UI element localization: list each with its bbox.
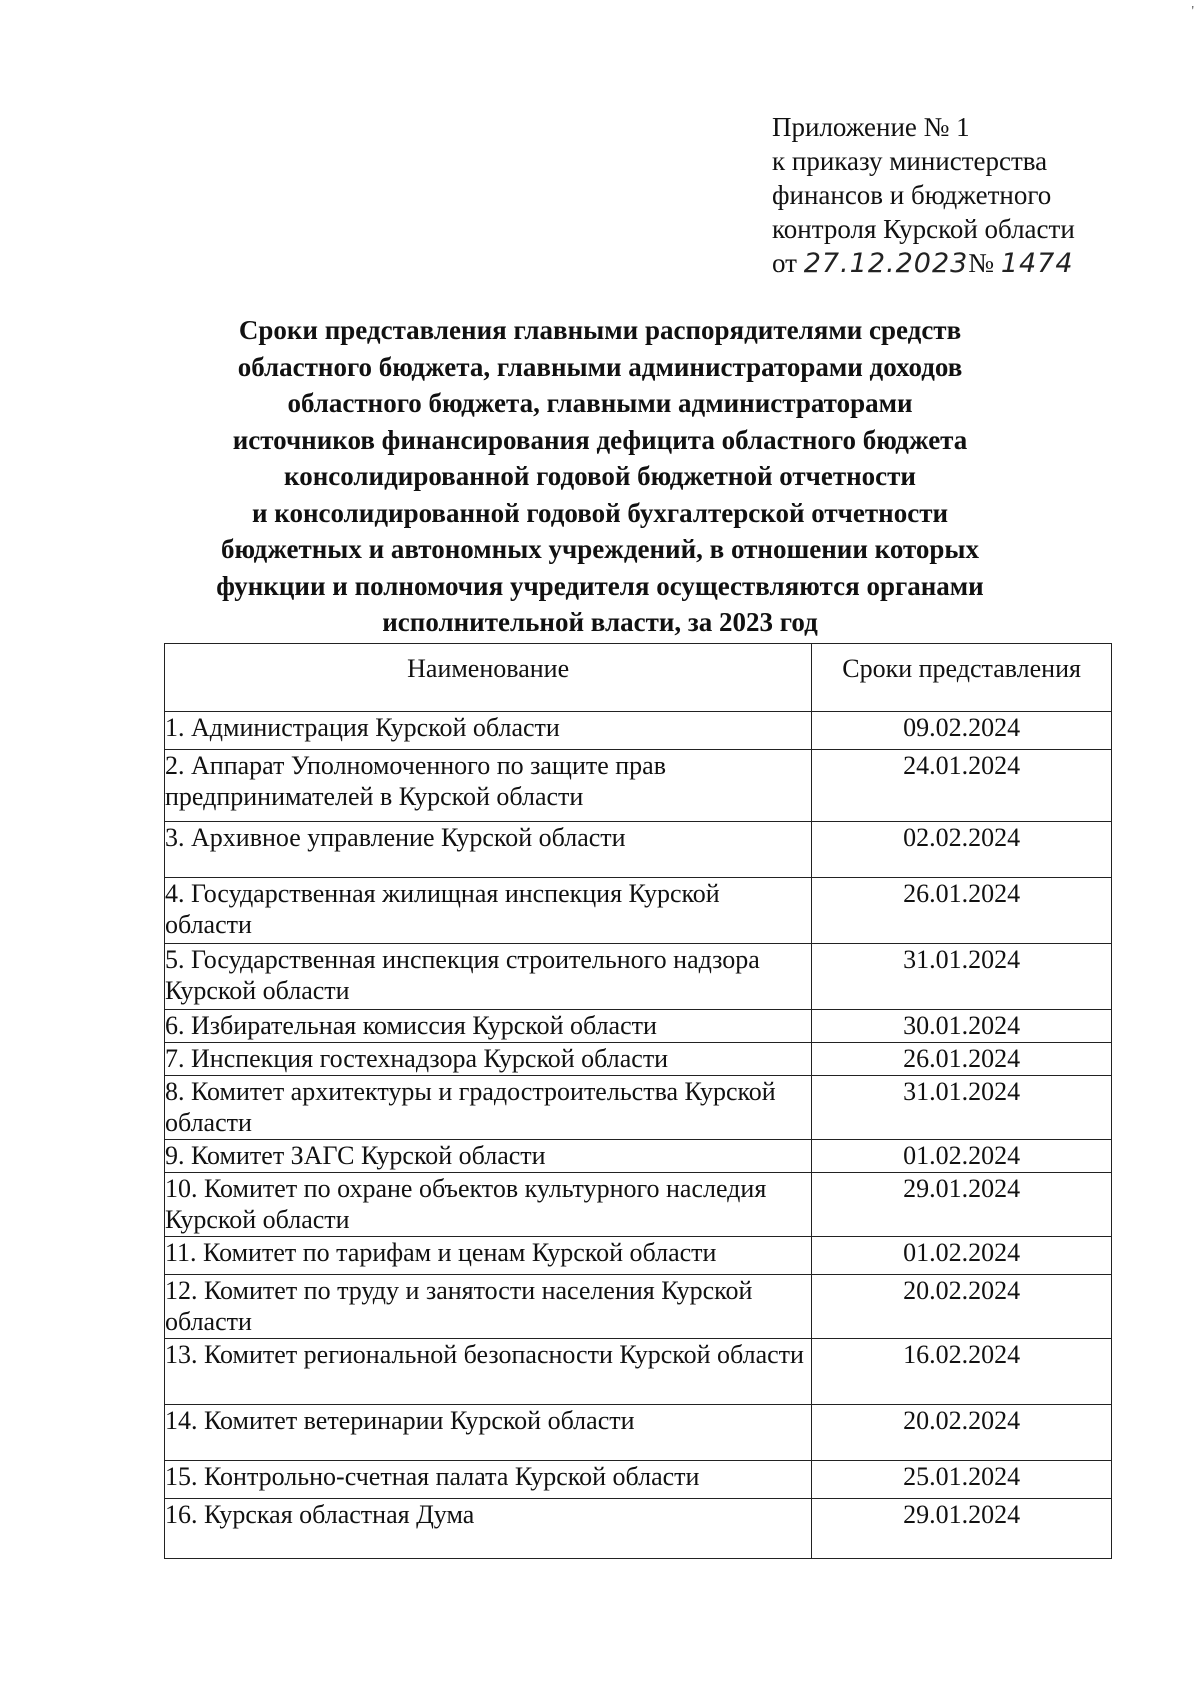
header-deadline: Сроки представления bbox=[812, 644, 1112, 712]
table-row bbox=[165, 1275, 1112, 1339]
row-name: 16. Курская областная Дума bbox=[165, 1499, 812, 1559]
row-date: 01.02.2024 bbox=[812, 1237, 1112, 1275]
number-prefix: № bbox=[968, 248, 995, 278]
row-date: 02.02.2024 bbox=[812, 822, 1112, 878]
title-line: функции и полномочия учредителя осуществляются органами bbox=[216, 570, 984, 601]
row-name: 5. Государственная инспекция строительного надзора Курской области bbox=[165, 944, 812, 1010]
table-row bbox=[165, 1237, 1112, 1275]
table-row bbox=[165, 1140, 1112, 1173]
appendix-line-1: Приложение № 1 bbox=[772, 112, 970, 142]
table-row bbox=[165, 1173, 1112, 1237]
row-name: 3. Архивное управление Курской области bbox=[165, 822, 812, 878]
row-date: 09.02.2024 bbox=[812, 712, 1112, 750]
handwritten-date: 27.12.2023 bbox=[803, 248, 969, 279]
row-date: 01.02.2024 bbox=[812, 1140, 1112, 1173]
appendix-block bbox=[772, 110, 1172, 281]
table-row bbox=[165, 822, 1112, 878]
appendix-line-3: финансов и бюджетного bbox=[772, 180, 1052, 210]
row-date: 16.02.2024 bbox=[812, 1339, 1112, 1405]
table-header-row bbox=[165, 644, 1112, 712]
appendix-date-line bbox=[772, 246, 1172, 281]
row-name: 2. Аппарат Уполномоченного по защите прав предпринимателей в Курской области bbox=[165, 750, 812, 822]
row-date: 31.01.2024 bbox=[812, 1076, 1112, 1140]
table-row bbox=[165, 1461, 1112, 1499]
row-date: 24.01.2024 bbox=[812, 750, 1112, 822]
deadlines-table bbox=[164, 643, 1112, 1559]
table-row bbox=[165, 1043, 1112, 1076]
table-row bbox=[165, 1405, 1112, 1461]
row-name: 11. Комитет по тарифам и ценам Курской области bbox=[165, 1237, 812, 1275]
row-date: 26.01.2024 bbox=[812, 878, 1112, 944]
title-line: бюджетных и автономных учреждений, в отношении которых bbox=[220, 534, 979, 564]
title-line: областного бюджета, главными администраторами доходов bbox=[237, 351, 963, 382]
table-row bbox=[165, 712, 1112, 750]
row-date: 20.02.2024 bbox=[812, 1405, 1112, 1461]
title-line: исполнительной власти, за 2023 год bbox=[382, 607, 818, 637]
table-row bbox=[165, 750, 1112, 822]
row-name: 7. Инспекция гостехнадзора Курской области bbox=[165, 1043, 812, 1076]
title-line: консолидированной годовой бюджетной отчетности bbox=[284, 461, 916, 491]
table-row bbox=[165, 1499, 1112, 1559]
row-name: 14. Комитет ветеринарии Курской области bbox=[165, 1405, 812, 1461]
header-name: Наименование bbox=[165, 644, 812, 712]
row-date: 29.01.2024 bbox=[812, 1173, 1112, 1237]
row-name: 9. Комитет ЗАГС Курской области bbox=[165, 1140, 812, 1173]
table-row bbox=[165, 944, 1112, 1010]
title-line: и консолидированной годовой бухгалтерской отчетности bbox=[251, 497, 949, 528]
row-name: 8. Комитет архитектуры и градостроительства Курской области bbox=[165, 1076, 812, 1140]
stray-mark: ' bbox=[1191, 4, 1194, 19]
row-date: 30.01.2024 bbox=[812, 1010, 1112, 1043]
row-name: 13. Комитет региональной безопасности Курской области bbox=[165, 1339, 812, 1405]
row-name: 12. Комитет по труду и занятости населения Курской области bbox=[165, 1275, 812, 1339]
date-prefix: от bbox=[772, 248, 797, 278]
appendix-line-4: контроля Курской области bbox=[772, 214, 1075, 244]
row-name: 10. Комитет по охране объектов культурного наследия Курской области bbox=[165, 1173, 812, 1237]
row-date: 31.01.2024 bbox=[812, 944, 1112, 1010]
title-line: областного бюджета, главными администраторами bbox=[287, 388, 913, 418]
row-name: 6. Избирательная комиссия Курской области bbox=[165, 1010, 812, 1043]
row-name: 4. Государственная жилищная инспекция Курской области bbox=[165, 878, 812, 944]
row-name: 15. Контрольно-счетная палата Курской области bbox=[165, 1461, 812, 1499]
row-name: 1. Администрация Курской области bbox=[165, 712, 812, 750]
row-date: 20.02.2024 bbox=[812, 1275, 1112, 1339]
appendix-line-2: к приказу министерства bbox=[772, 146, 1048, 176]
row-date: 26.01.2024 bbox=[812, 1043, 1112, 1076]
table-row bbox=[165, 1076, 1112, 1140]
title-line: Сроки представления главными распорядителями средств bbox=[238, 315, 962, 345]
table-row bbox=[165, 878, 1112, 944]
table-row bbox=[165, 1339, 1112, 1405]
title-line: источников финансирования дефицита областного бюджета bbox=[232, 424, 968, 455]
handwritten-number: 1474 bbox=[1000, 248, 1074, 279]
table-row bbox=[165, 1010, 1112, 1043]
row-date: 29.01.2024 bbox=[812, 1499, 1112, 1559]
document-title bbox=[140, 312, 1060, 641]
row-date: 25.01.2024 bbox=[812, 1461, 1112, 1499]
